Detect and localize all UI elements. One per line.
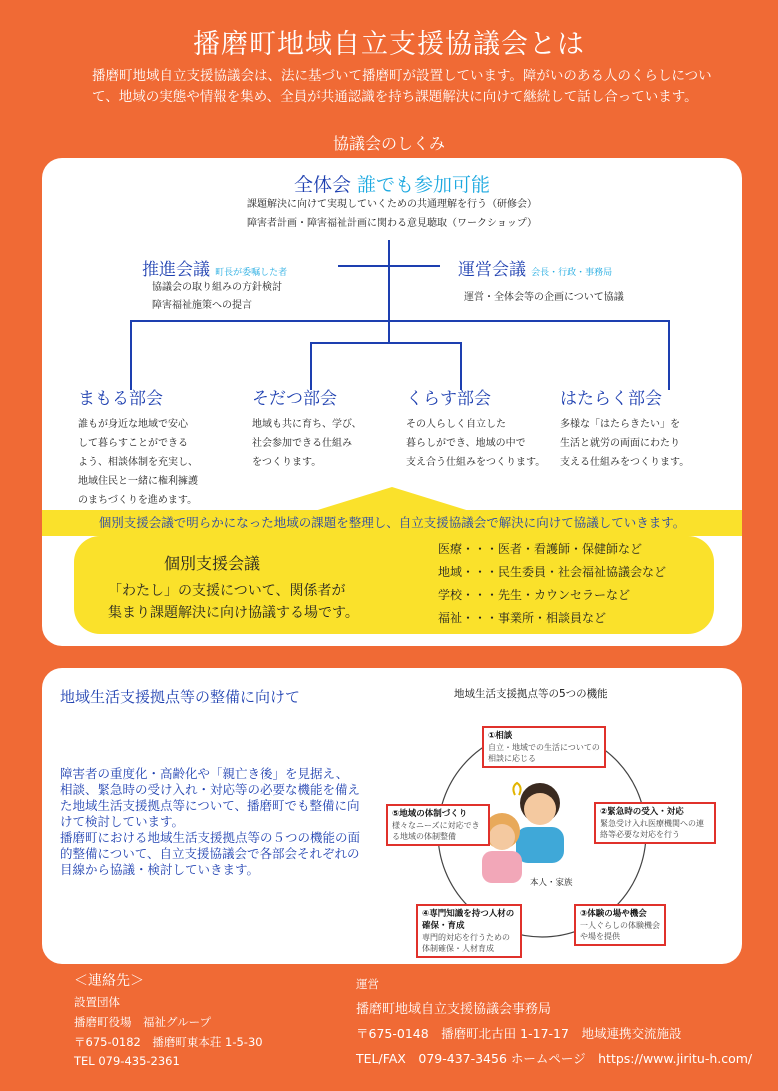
subcommittee-sodatsu [252,384,412,472]
base-paragraph: 障害者の重度化・高齢化や「親亡き後」を見据え、相談、緊急時の受け入れ・対応等の必要な機能を備えた地域生活支援拠点等について、播磨町でも整備に向けて検討しています。 [60,766,361,829]
function-title: ②緊急時の受入・対応 [600,807,684,817]
function-desc: 自立・地域での生活についての相談に応じる [488,743,600,763]
banner-arrow [42,483,742,513]
member-line: 医療・・・医者・看護師・保健師など [438,542,643,556]
connector-branch-2 [310,342,312,390]
banner-text: 個別支援会議で明らかになった地域の課題を整理し、自立支援協議会で解決に向けて協議していきます。 [98,515,686,530]
subcommittee-line: 地域も共に育ち、学び、 [252,419,362,430]
function-desc: 一人ぐらしの体験機会や場を提供 [580,921,660,941]
connector-horizontal-branch [130,320,670,322]
plenary-desc-1: 課題解決に向けて実現していくための共通理解を行う（研修会） [247,199,537,210]
person-illustration [513,783,564,863]
plenary-name: 全体会 [293,174,351,196]
base-text [60,766,360,878]
center-label: 本人・家族 [530,878,573,888]
promotion-name: 推進会議 [142,260,210,280]
promotion-desc-1: 協議会の取り組みの方針検討 [152,282,282,293]
function-title: ⑤地域の体制づくり [392,809,468,819]
member-line: 学校・・・先生・カウンセラーなど [438,588,631,602]
subcommittee-line: 生活と就労の両面にわたり [560,438,680,449]
subcommittee-line: 支え合う仕組みをつくります。 [406,457,546,468]
operator-tel[interactable]: TEL/FAX 079-437-3456 ホームページ https://www.jiritu-h.com/ [356,1051,753,1066]
individual-name: 個別支援会議 [164,554,261,573]
subcommittee-name: まもる部会 [78,389,163,409]
org-label: 設置団体 [74,995,120,1009]
connector-branch-4 [668,320,670,390]
diagram-title: 地域生活支援拠点等の5つの機能 [454,688,608,700]
footer [0,966,778,1091]
structure-panel [42,158,742,646]
page-title: 播磨町地域自立支援協議会とは [193,29,585,60]
steering-heading [458,255,612,280]
function-box-experience [574,904,666,946]
subcommittee-line: よう、相談体制を充実し、 [78,457,198,468]
function-title: ④専門知識を持つ人材の確保・育成 [422,909,515,931]
plenary-note: 誰でも参加可能 [357,174,491,196]
plenary-heading [42,170,742,197]
operator-name: 播磨町地域自立支援協議会事務局 [356,1002,552,1017]
subcommittee-name: そだつ部会 [252,389,337,409]
promotion-heading [142,255,287,280]
subcommittee-name: はたらく部会 [560,389,662,409]
steering-note: 会長・行政・事務局 [531,268,613,278]
steering-desc-1: 運営・全体会等の企画について協議 [464,292,624,303]
function-desc: 専門的対応を行うための体制確保・人材育成 [422,933,510,953]
org-name: 播磨町役場 福祉グループ [74,1015,212,1029]
member-line: 福祉・・・事業所・相談員など [438,611,607,625]
individual-desc-1: 「わたし」の支援について、関係者が [108,583,346,599]
intro-text: 播磨町地域自立支援協議会は、法に基づいて播磨町が設置しています。障がいのある人のくらしについて、地域の実態や情報を集め、全員が共通認識を持ち課題解決に向けて継続して話し合っています。 [92,68,712,105]
connector-branch-3 [460,342,462,390]
org-tel: TEL 079-435-2361 [74,1054,180,1068]
connector-sub-2 [310,342,390,344]
subcommittee-line: 暮らしができ、地域の中で [406,438,526,449]
function-title: ③体験の場や機会 [580,909,647,919]
base-title: 地域生活支援拠点等の整備に向けて [60,688,301,706]
promotion-desc-2: 障害福祉施策への提言 [152,300,252,311]
function-desc: 緊急受け入れ医療機関への連絡等必要な対応を行う [600,819,704,839]
promotion-note: 町長が委嘱した者 [215,268,288,278]
subcommittee-line: して暮らすことができる [78,438,188,449]
connector-horizontal-top [338,265,440,267]
function-box-consultation [482,726,606,768]
member-line: 地域・・・民生委員・社会福祉協議会など [438,565,667,579]
subcommittee-line: 地域住民と一緒に権利擁護 [78,476,198,487]
base-panel [42,668,742,964]
connector-sub-3 [388,342,462,344]
subcommittee-line: 社会参加できる仕組み [252,438,352,449]
base-paragraph: 播磨町における地域生活支援拠点等の５つの機能の面的整備について、自立支援協議会で各部会それぞれの目線から協議・検討していきます。 [60,830,361,877]
function-title: ①相談 [488,731,513,741]
subcommittee-name: くらす部会 [406,389,491,409]
subcommittee-line: をつくります。 [252,457,322,468]
subcommittee-hataraku [560,384,730,472]
subcommittee-line: 多様な「はたらきたい」を [560,419,680,430]
connector-branch-1 [130,320,132,390]
subcommittee-line: 支える仕組みをつくります。 [560,457,690,468]
steering-name: 運営会議 [458,260,526,280]
subcommittee-line: 誰もが身近な地域で安心 [78,419,188,430]
structure-heading: 協議会のしくみ [332,134,445,153]
function-box-emergency [594,802,716,844]
subcommittee-line: その人らしく自立した [406,419,506,430]
operator-address: 〒675-0148 播磨町北古田 1-17-17 地域連携交流施設 [356,1026,682,1041]
individual-desc-2: 集まり課題解決に向け協議する場です。 [108,605,359,621]
operator-label: 運営 [356,977,379,991]
subcommittee-line: のまちづくりを進めます。 [78,495,198,506]
individual-members [438,538,666,630]
contact-heading: ＜連絡先＞ [74,973,144,989]
plenary-desc-2: 障害者計画・障害福祉計画に関わる意見聴取（ワークショップ） [247,218,537,229]
function-desc: 様々なニーズに対応できる地域の体制整備 [392,821,480,841]
subcommittee-kurasu [406,384,576,472]
org-address: 〒675-0182 播磨町東本荘 1-5-30 [74,1035,263,1049]
function-box-community [386,804,490,846]
function-box-specialists [416,904,522,958]
connector-vertical-main [388,240,390,342]
